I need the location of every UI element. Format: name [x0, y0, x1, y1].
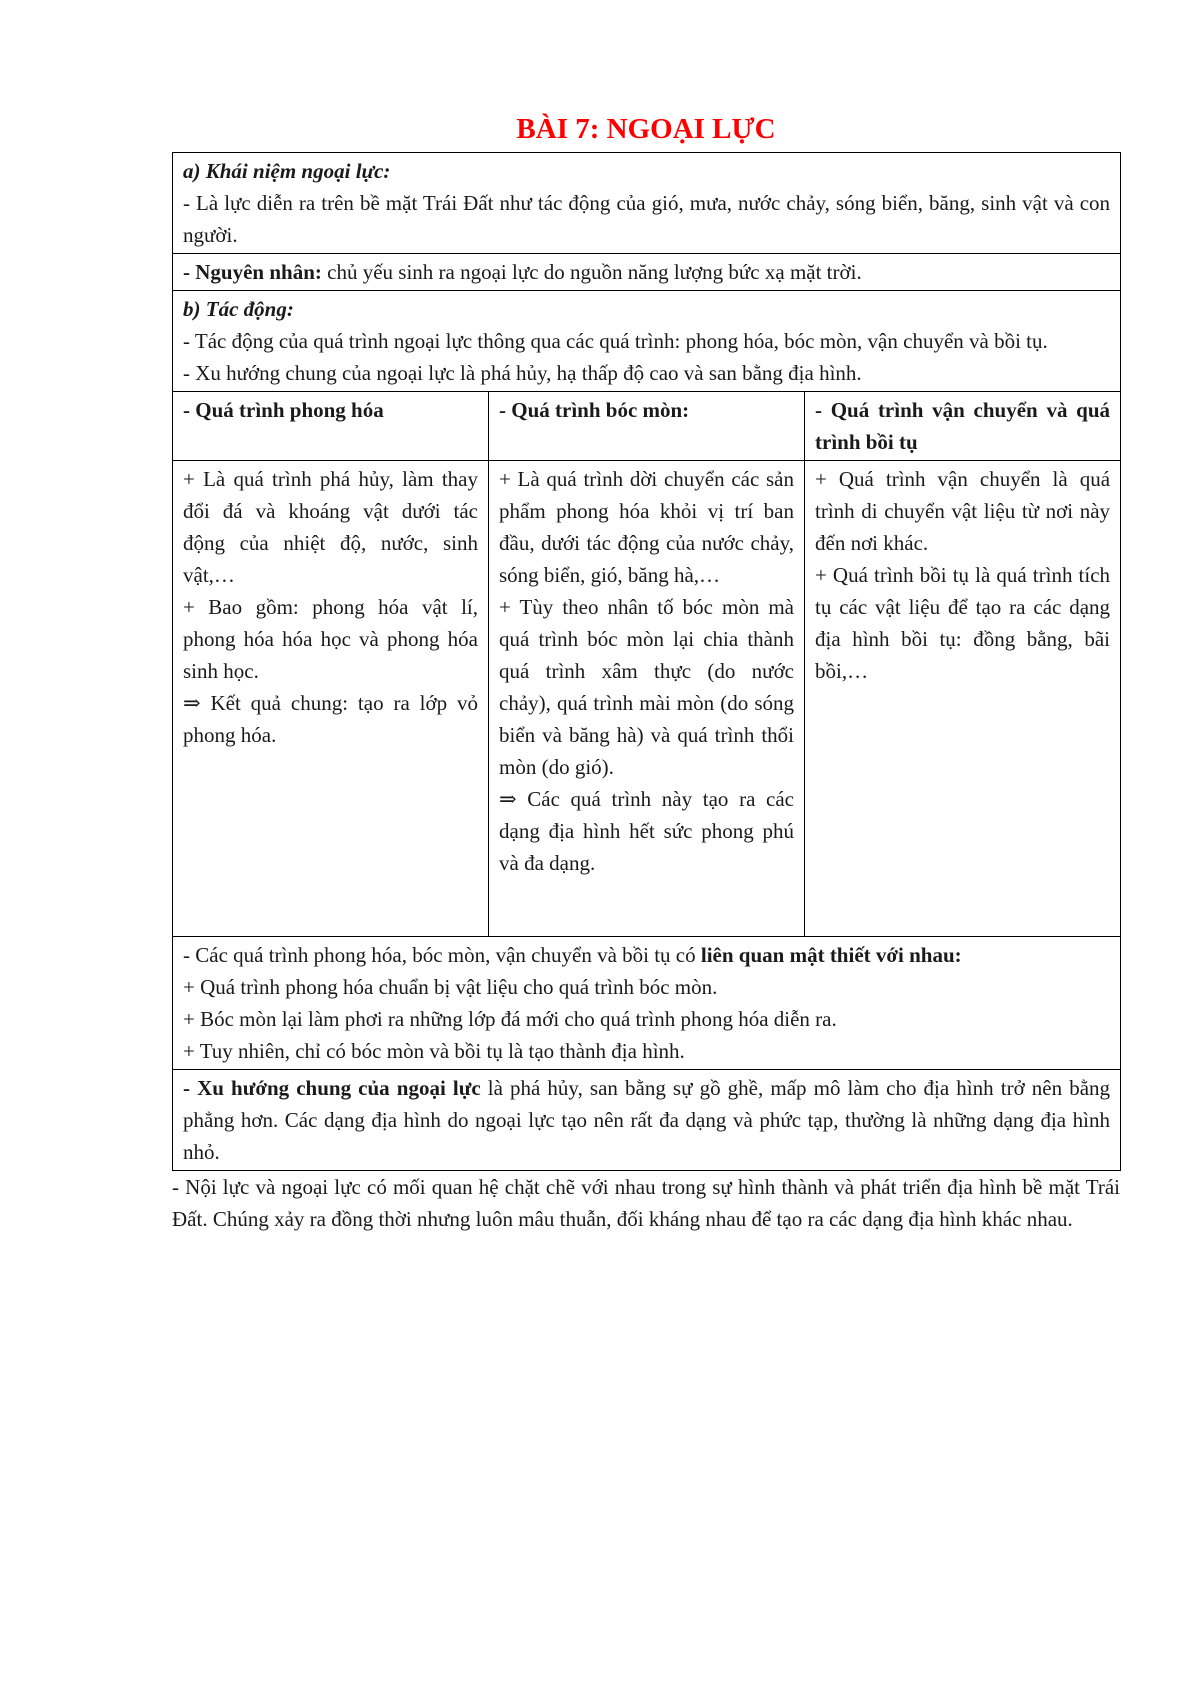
erosion-line: ⇒ Các quá trình này tạo ra các dạng địa hình hết sức phong phú và đa dạng. [499, 787, 794, 875]
weathering-line: + Là quá trình phá hủy, làm thay đổi đá và khoáng vật dưới tác động của nhiệt độ, nước, sinh vật,… [183, 467, 478, 587]
column-body-transport [805, 461, 1121, 937]
transport-line: + Quá trình vận chuyển là quá trình di chuyển vật liệu từ nơi này đến nơi khác. [815, 467, 1111, 555]
concept-text: - Là lực diễn ra trên bề mặt Trái Đất như tác động của gió, mưa, nước chảy, sóng biển, băng, sinh vật và con người. [183, 191, 1111, 247]
concept-cell [173, 153, 1121, 254]
relation-row [173, 937, 1121, 1070]
concept-heading: a) Khái niệm ngoại lực: [183, 159, 391, 183]
impact-cell [173, 291, 1121, 392]
impact-row [173, 291, 1121, 392]
impact-line-2: - Xu hướng chung của ngoại lực là phá hủy, hạ thấp độ cao và san bằng địa hình. [183, 361, 862, 385]
process-header-row [173, 392, 1121, 461]
trend-cell [173, 1070, 1121, 1171]
erosion-line: + Tùy theo nhân tố bóc mòn mà quá trình bóc mòn lại chia thành quá trình xâm thực (do nước chảy), quá trình mài mòn (do sóng biển và băng hà) và quá trình thổi mòn (do gió). [499, 595, 794, 779]
content-table [172, 152, 1121, 1171]
relation-line: + Quá trình phong hóa chuẩn bị vật liệu cho quá trình bóc mòn. [183, 975, 718, 999]
relation-line: + Tuy nhiên, chỉ có bóc mòn và bồi tụ là tạo thành địa hình. [183, 1039, 685, 1063]
column-header-transport: - Quá trình vận chuyển và quá trình bồi tụ [805, 392, 1121, 461]
transport-line: + Quá trình bồi tụ là quá trình tích tụ các vật liệu để tạo ra các dạng địa hình bồi tụ: đồng bằng, bãi bồi,… [815, 563, 1111, 683]
relation-line: + Bóc mòn lại làm phơi ra những lớp đá mới cho quá trình phong hóa diễn ra. [183, 1007, 837, 1031]
column-header-erosion: - Quá trình bóc mòn: [489, 392, 805, 461]
weathering-line: + Bao gồm: phong hóa vật lí, phong hóa hóa học và phong hóa sinh học. [183, 595, 478, 683]
concept-row [173, 153, 1121, 254]
trend-row [173, 1070, 1121, 1171]
trend-text: là phá hủy, san bằng sự gồ ghề, mấp mô làm cho địa hình trở nên bằng phẳng hơn. Các dạng địa hình do ngoại lực tạo nên rất đa dạng và phức tạp, thường là những dạng địa hình nhỏ. [183, 1076, 1111, 1164]
page-title: BÀI 7: NGOẠI LỰC [516, 113, 776, 145]
cause-cell [173, 254, 1121, 291]
relation-intro-bold: liên quan mật thiết với nhau: [700, 943, 962, 967]
column-body-erosion [489, 461, 805, 937]
footer-paragraph: - Nội lực và ngoại lực có mối quan hệ chặt chẽ với nhau trong sự hình thành và phát triển địa hình bề mặt Trái Đất. Chúng xảy ra đồng thời nhưng luôn mâu thuẫn, đối kháng nhau để tạo ra các dạng địa hình khác nhau. [172, 1175, 1120, 1231]
relation-cell [173, 937, 1121, 1070]
impact-line-1: - Tác động của quá trình ngoại lực thông qua các quá trình: phong hóa, bóc mòn, vận chuyển và bồi tụ. [183, 329, 1048, 353]
column-body-weathering [173, 461, 489, 937]
weathering-line: ⇒ Kết quả chung: tạo ra lớp vỏ phong hóa. [183, 691, 478, 747]
trend-label: - Xu hướng chung của ngoại lực [183, 1076, 481, 1100]
document-page [172, 108, 1120, 1235]
process-body-row [173, 461, 1121, 937]
impact-heading: b) Tác động: [183, 297, 294, 321]
cause-text: chủ yếu sinh ra ngoại lực do nguồn năng lượng bức xạ mặt trời. [321, 260, 862, 284]
column-header-weathering: - Quá trình phong hóa [173, 392, 489, 461]
cause-row [173, 254, 1121, 291]
cause-label: - Nguyên nhân: [183, 260, 322, 284]
erosion-line: + Là quá trình dời chuyển các sản phẩm phong hóa khỏi vị trí ban đầu, dưới tác động của nước chảy, sóng biển, gió, băng hà,… [499, 467, 794, 587]
relation-intro: - Các quá trình phong hóa, bóc mòn, vận chuyển và bồi tụ có [183, 943, 701, 967]
